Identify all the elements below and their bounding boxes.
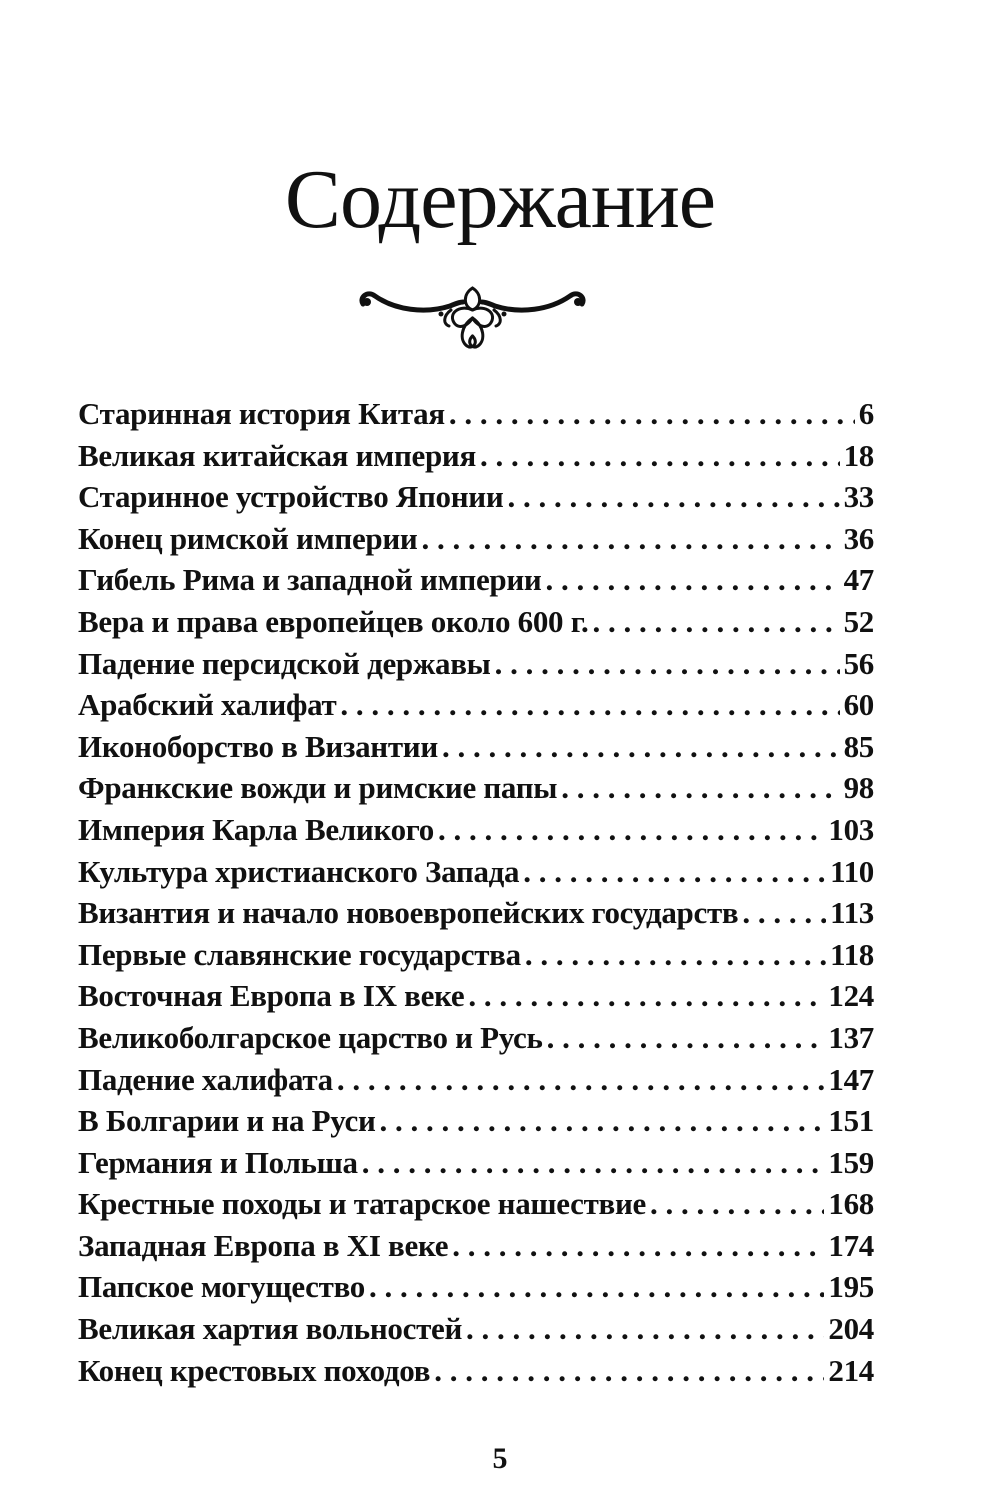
toc-dot-leader: [507, 479, 839, 515]
toc-entry: [78, 1103, 874, 1145]
toc-entry: [78, 1353, 874, 1395]
toc-entry-page: 47: [843, 562, 874, 598]
toc-entry-title: Франкские вожди и римские папы: [78, 770, 558, 806]
toc-entry-page: 98: [843, 770, 874, 806]
toc-dot-leader: [449, 396, 855, 432]
toc-dot-leader: [495, 646, 840, 682]
toc-dot-leader: [650, 1186, 824, 1222]
toc-entry: [78, 895, 874, 937]
toc-entry-page: 6: [858, 396, 874, 431]
toc-dot-leader: [592, 604, 839, 640]
toc-entry: [78, 687, 874, 729]
toc-dot-leader: [523, 854, 826, 890]
toc-entry-title: Великая китайская империя: [78, 437, 476, 473]
toc-entry: [78, 1228, 874, 1270]
toc-entry: [78, 729, 874, 771]
toc-entry-page: 214: [828, 1352, 874, 1388]
toc-entry: [78, 562, 874, 604]
toc-entry-page: 159: [828, 1144, 874, 1180]
toc-entry: [78, 521, 874, 563]
toc-entry-title: Старинное устройство Японии: [78, 479, 504, 515]
toc-entry: [78, 770, 874, 812]
toc-entry-page: 204: [828, 1311, 874, 1347]
toc-entry-page: 110: [830, 853, 874, 889]
toc-entry-title: Германия и Польша: [78, 1144, 358, 1180]
toc-entry-title: Конец римской империи: [78, 520, 418, 556]
toc-entry-title: Первые славянские государства: [78, 936, 521, 972]
page-number: 5: [492, 1442, 508, 1475]
toc-dot-leader: [545, 562, 839, 598]
page-title: Содержание: [284, 153, 716, 246]
toc-entry: [78, 1062, 874, 1104]
toc-entry: [78, 479, 874, 521]
toc-entry-title: Империя Карла Великого: [78, 811, 435, 847]
toc-entry-title: Конец крестовых походов: [78, 1352, 431, 1388]
toc-entry: [78, 646, 874, 688]
toc-dot-leader: [452, 1228, 824, 1264]
toc-entry: [78, 604, 874, 646]
toc-entry-page: 60: [843, 687, 874, 723]
toc-entry-page: 137: [828, 1019, 874, 1055]
toc-dot-leader: [438, 812, 824, 848]
toc-entry-page: 18: [843, 437, 874, 473]
toc-entry-title: Западная Европа в XI веке: [78, 1227, 449, 1263]
toc-dot-leader: [561, 770, 839, 806]
toc-entry-page: 195: [828, 1269, 874, 1305]
toc-entry-page: 124: [828, 978, 874, 1014]
toc-entry-title: Великая хартия вольностей: [78, 1311, 463, 1347]
toc-entry-page: 174: [828, 1227, 874, 1263]
toc-entry: [78, 396, 874, 438]
toc-entry-page: 147: [828, 1061, 874, 1097]
toc-entry-page: 168: [828, 1186, 874, 1222]
toc-entry-title: Вера и права европейцев около 600 г.: [78, 603, 589, 639]
toc-entry-title: Византия и начало новоевропейских государств: [78, 895, 739, 931]
toc-entry: [78, 1269, 874, 1311]
toc-dot-leader: [525, 937, 826, 973]
toc-entry-page: 33: [843, 479, 874, 515]
toc-entry-page: 56: [843, 645, 874, 681]
toc-entry: [78, 438, 874, 480]
toc-entry-title: Падение персидской державы: [78, 645, 491, 681]
toc-dot-leader: [442, 729, 840, 765]
toc-dot-leader: [468, 978, 824, 1014]
toc-entry-page: 151: [828, 1103, 874, 1139]
toc-entry: [78, 854, 874, 896]
toc-entry-title: Великоболгарское царство и Русь: [78, 1019, 543, 1055]
toc-entry-title: Гибель Рима и западной империи: [78, 562, 542, 598]
toc-entry-title: Иконоборство в Византии: [78, 728, 438, 764]
toc-dot-leader: [362, 1145, 825, 1181]
toc-entry-title: Крестные походы и татарское нашествие: [78, 1186, 646, 1222]
table-of-contents: [78, 396, 874, 1394]
toc-entry: [78, 1145, 874, 1187]
toc-dot-leader: [421, 521, 839, 557]
toc-entry-title: Старинная история Китая: [78, 396, 445, 431]
toc-entry-title: Арабский халифат: [78, 687, 337, 723]
toc-entry: [78, 937, 874, 979]
toc-entry-page: 103: [828, 811, 874, 847]
toc-dot-leader: [547, 1020, 825, 1056]
toc-dot-leader: [340, 687, 839, 723]
toc-entry: [78, 812, 874, 854]
toc-entry-title: Восточная Европа в IX веке: [78, 978, 465, 1014]
toc-dot-leader: [742, 895, 826, 931]
toc-entry-title: В Болгарии и на Руси: [78, 1103, 376, 1139]
toc-dot-leader: [466, 1311, 824, 1347]
toc-dot-leader: [380, 1103, 825, 1139]
toc-dot-leader: [337, 1062, 825, 1098]
toc-entry: [78, 1020, 874, 1062]
toc-entry-title: Папское могущество: [78, 1269, 365, 1305]
toc-entry-page: 85: [843, 728, 874, 764]
toc-entry: [78, 978, 874, 1020]
toc-entry-page: 36: [843, 520, 874, 556]
toc-entry: [78, 1186, 874, 1228]
toc-dot-leader: [434, 1353, 824, 1389]
toc-entry-page: 52: [843, 603, 874, 639]
flourish-ornament-icon: [355, 280, 590, 360]
toc-entry-title: Падение халифата: [78, 1061, 333, 1097]
toc-entry: [78, 1311, 874, 1353]
toc-dot-leader: [480, 438, 840, 474]
toc-entry-title: Культура христианского Запада: [78, 853, 520, 889]
toc-dot-leader: [369, 1269, 824, 1305]
toc-entry-page: 113: [830, 895, 874, 931]
toc-entry-page: 118: [830, 936, 874, 972]
